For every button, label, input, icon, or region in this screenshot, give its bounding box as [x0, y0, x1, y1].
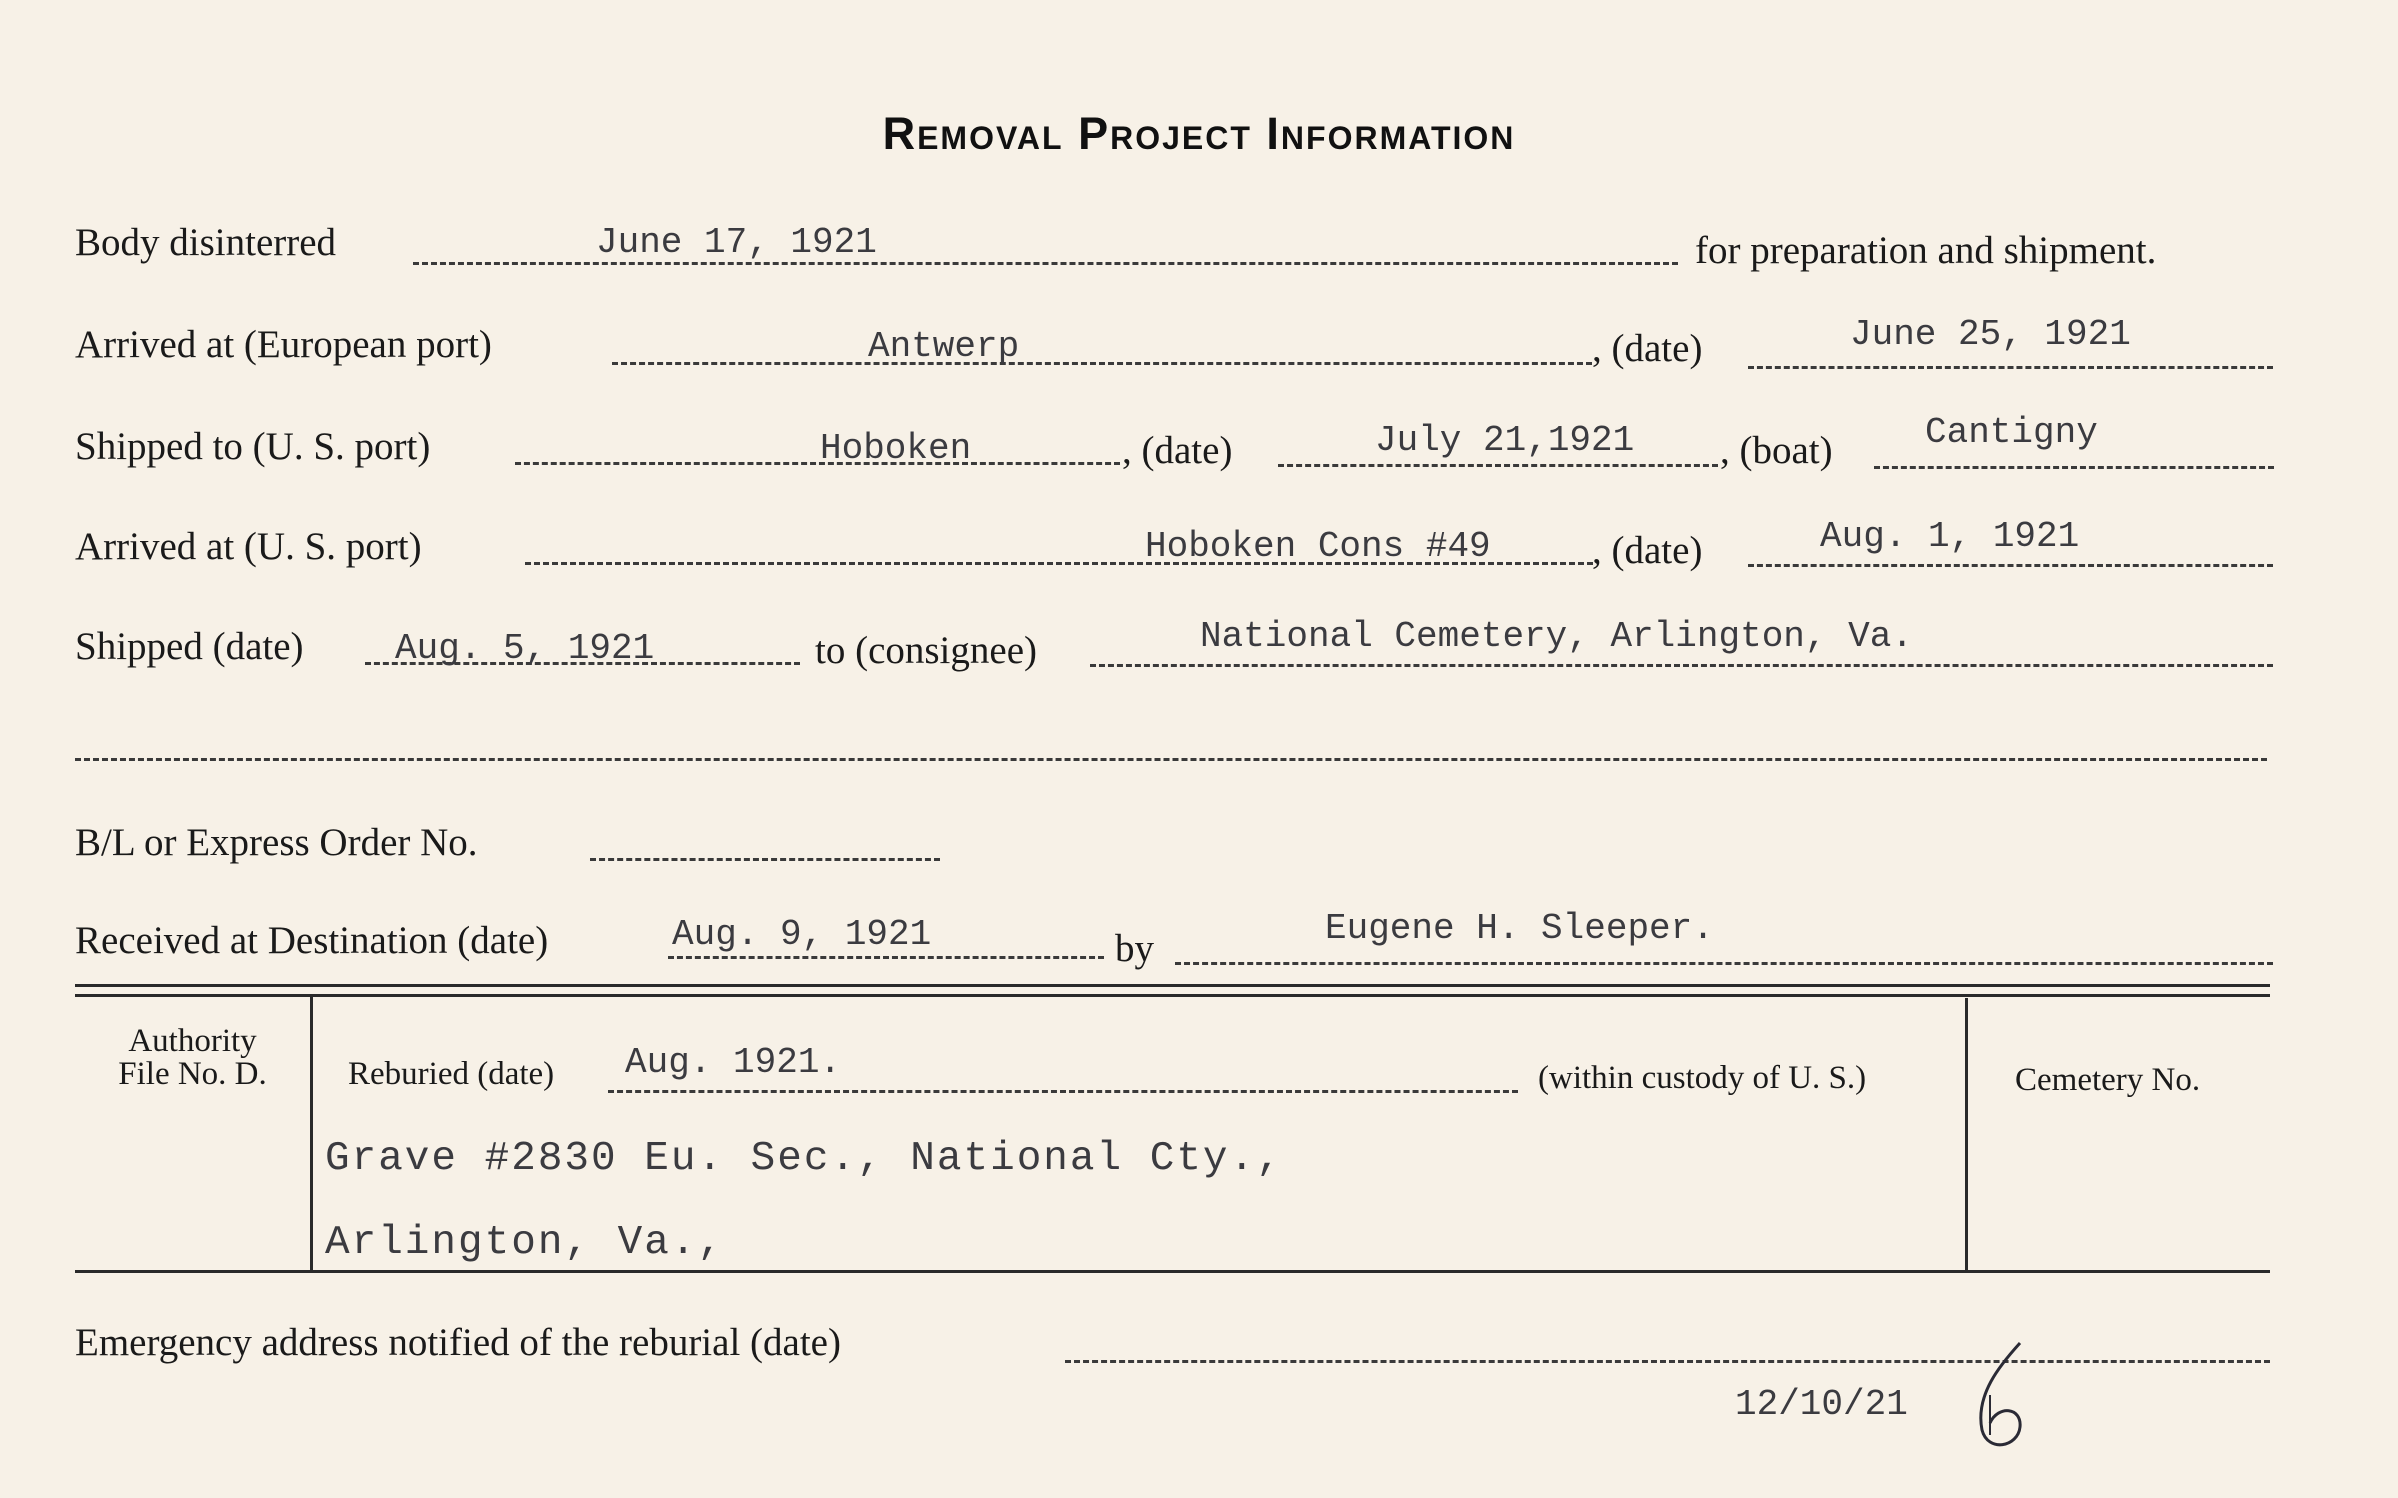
us-port-value: Hoboken	[820, 428, 972, 469]
cemetery-no-label: Cemetery No.	[2015, 1062, 2201, 1098]
shipped-date-row-label: Shipped (date)	[75, 625, 304, 668]
arrived-us-label: Arrived at (U. S. port)	[75, 525, 422, 568]
authority-label	[80, 1025, 305, 1091]
european-date-line	[1748, 366, 2273, 369]
european-date-label: , (date)	[1592, 327, 1703, 370]
boat-label: , (boat)	[1720, 429, 1833, 472]
table-divider-left	[310, 994, 313, 1270]
consignee-value: National Cemetery, Arlington, Va.	[1200, 616, 1913, 657]
emergency-line	[1065, 1360, 2270, 1363]
body-disinterred-label: Body disinterred	[75, 221, 337, 264]
emergency-label: Emergency address notified of the reburial (date)	[75, 1321, 841, 1364]
shipped-date-row-value: Aug. 5, 1921	[395, 628, 655, 669]
boat-line	[1874, 466, 2274, 469]
us-port-line	[515, 462, 1120, 465]
form-title: Removal Project Information	[882, 108, 1516, 159]
reburied-line	[608, 1090, 1518, 1093]
european-port-label: Arrived at (European port)	[75, 323, 492, 366]
body-disinterred-suffix: for preparation and shipment.	[1695, 229, 2157, 272]
grave-line-2: Arlington, Va.,	[325, 1220, 725, 1266]
shipped-date-line	[1278, 464, 1718, 467]
received-label: Received at Destination (date)	[75, 919, 549, 962]
bl-label: B/L or Express Order No.	[75, 821, 478, 864]
us-port-label: Shipped to (U. S. port)	[75, 425, 431, 468]
emergency-stamp-date: 12/10/21	[1735, 1384, 1908, 1425]
handwritten-initial-mark	[1960, 1335, 2040, 1455]
arrived-date-label: , (date)	[1592, 529, 1703, 572]
received-by-value: Eugene H. Sleeper.	[1325, 908, 1714, 949]
grave-line-1: Grave #2830 Eu. Sec., National Cty.,	[325, 1136, 1283, 1182]
arrived-us-value: Hoboken Cons #49	[1145, 526, 1491, 567]
consignee-label: to (consignee)	[815, 629, 1038, 672]
european-date-value: June 25, 1921	[1850, 314, 2131, 355]
table-bottom-rule	[75, 1270, 2270, 1273]
received-by-line	[1175, 962, 2273, 965]
authority-line2: File No. D.	[118, 1056, 267, 1092]
arrived-date-line	[1748, 564, 2273, 567]
table-divider-right	[1965, 998, 1968, 1270]
authority-line1: Authority	[128, 1023, 257, 1059]
bl-line	[590, 858, 940, 861]
european-port-line	[612, 362, 1592, 365]
received-date-line	[668, 956, 1104, 959]
shipped-date-value: July 21,1921	[1375, 420, 1635, 461]
table-top-rule	[75, 984, 2270, 987]
reburied-date-value: Aug. 1921.	[625, 1042, 842, 1083]
arrived-date-value: Aug. 1, 1921	[1820, 516, 2080, 557]
shipped-date-label: , (date)	[1122, 429, 1233, 472]
custody-label: (within custody of U. S.)	[1538, 1060, 1867, 1096]
received-date-value: Aug. 9, 1921	[672, 914, 932, 955]
reburied-label: Reburied (date)	[348, 1056, 555, 1092]
european-port-value: Antwerp	[868, 326, 1020, 367]
table-top-rule-2	[75, 994, 2270, 997]
blank-line	[75, 758, 2267, 761]
received-by-label: by	[1115, 927, 1154, 970]
consignee-line	[1090, 664, 2273, 667]
body-disinterred-value: June 17, 1921	[596, 222, 877, 263]
boat-value: Cantigny	[1925, 412, 2098, 453]
